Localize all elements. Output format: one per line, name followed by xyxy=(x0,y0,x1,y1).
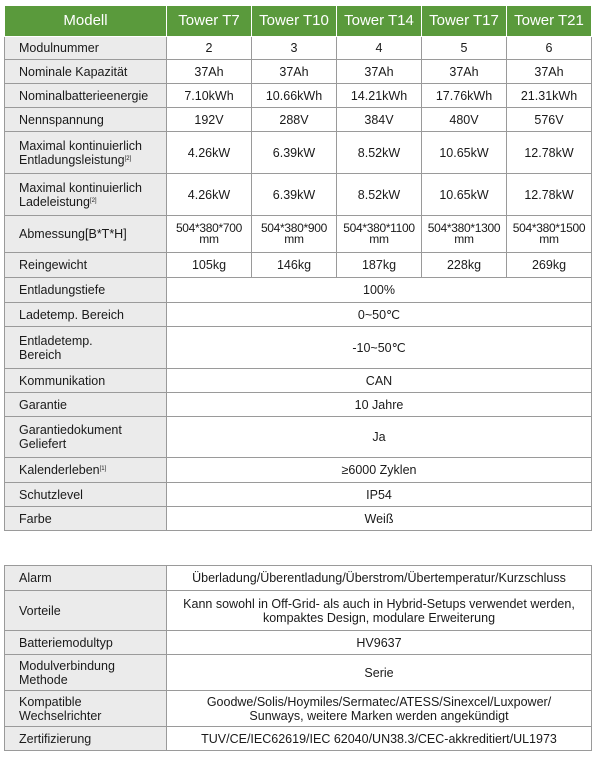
cell-value xyxy=(167,591,592,631)
row-label xyxy=(5,655,167,691)
row-label: Reingewicht xyxy=(5,253,167,278)
table-row xyxy=(5,727,592,751)
cell-value: 12.78kW xyxy=(507,132,592,174)
cell-value: 480V xyxy=(422,108,507,132)
cell-value: 10 Jahre xyxy=(167,393,592,417)
cell-value: 288V xyxy=(252,108,337,132)
row-label: Entladungstiefe xyxy=(5,278,167,303)
cell-value: 5 xyxy=(422,37,507,60)
cell-value: Serie xyxy=(167,655,592,691)
label-line: Entladungsleistung xyxy=(19,152,125,167)
row-label: Modulnummer xyxy=(5,37,167,60)
cell-value: 17.76kWh xyxy=(422,84,507,108)
cell-value: 2 xyxy=(167,37,252,60)
row-label: Batteriemodultyp xyxy=(5,631,167,655)
label-line: Methode xyxy=(19,672,68,687)
table-row xyxy=(5,591,592,631)
row-label xyxy=(5,691,167,727)
label-line: Ladeleistung xyxy=(19,194,90,209)
table-row xyxy=(5,84,592,108)
cell-value: 14.21kWh xyxy=(337,84,422,108)
header-tower-t21: Tower T21 xyxy=(507,6,592,37)
cell-value: 504*380*900 mm xyxy=(252,216,337,253)
row-label xyxy=(5,327,167,369)
table-row xyxy=(5,108,592,132)
cell-value: CAN xyxy=(167,369,592,393)
label-line: Maximal kontinuierlich xyxy=(19,180,142,195)
cell-value: 10.66kWh xyxy=(252,84,337,108)
table-row xyxy=(5,253,592,278)
header-tower-t14: Tower T14 xyxy=(337,6,422,37)
row-label: Farbe xyxy=(5,507,167,531)
footnote-ref: [2] xyxy=(89,197,97,204)
cell-value: 105kg xyxy=(167,253,252,278)
table-row xyxy=(5,60,592,84)
label-line: Modulverbindung xyxy=(19,658,115,673)
cell-value: 576V xyxy=(507,108,592,132)
row-label: Ladetemp. Bereich xyxy=(5,303,167,327)
row-label: Schutzlevel xyxy=(5,483,167,507)
cell-value: 3 xyxy=(252,37,337,60)
table-row xyxy=(5,369,592,393)
table-row xyxy=(5,393,592,417)
cell-value: HV9637 xyxy=(167,631,592,655)
header-tower-t7: Tower T7 xyxy=(167,6,252,37)
row-label: Nominale Kapazität xyxy=(5,60,167,84)
row-label xyxy=(5,174,167,216)
cell-value: 192V xyxy=(167,108,252,132)
cell-value: 8.52kW xyxy=(337,132,422,174)
row-label: Abmessung[B*T*H] xyxy=(5,216,167,253)
row-label: Zertifizierung xyxy=(5,727,167,751)
cell-value: 21.31kWh xyxy=(507,84,592,108)
label-line: Wechselrichter xyxy=(19,708,102,723)
table-row xyxy=(5,216,592,253)
cell-value: 269kg xyxy=(507,253,592,278)
header-tower-t17: Tower T17 xyxy=(422,6,507,37)
cell-value: 37Ah xyxy=(167,60,252,84)
cell-value: 4.26kW xyxy=(167,174,252,216)
cell-value: 504*380*700 mm xyxy=(167,216,252,253)
value-line: Goodwe/Solis/Hoymiles/Sermatec/ATESS/Sinexcel/Luxpower/ xyxy=(206,694,552,709)
cell-value: -10~50℃ xyxy=(167,327,592,369)
table-row xyxy=(5,458,592,483)
cell-value: 12.78kW xyxy=(507,174,592,216)
value-line: Kann sowohl in Off-Grid- als auch in Hybrid-Setups verwendet werden, xyxy=(183,596,575,611)
cell-value: 37Ah xyxy=(507,60,592,84)
row-label xyxy=(5,417,167,458)
cell-value: 4.26kW xyxy=(167,132,252,174)
header-row xyxy=(5,6,592,37)
table-row xyxy=(5,37,592,60)
row-label xyxy=(5,132,167,174)
cell-value: 384V xyxy=(337,108,422,132)
table-row xyxy=(5,303,592,327)
cell-value: Weiß xyxy=(167,507,592,531)
additional-info-table xyxy=(4,565,592,751)
header-tower-t10: Tower T10 xyxy=(252,6,337,37)
row-label: Nennspannung xyxy=(5,108,167,132)
value-line: kompaktes Design, modulare Erweiterung xyxy=(262,610,496,625)
table-row xyxy=(5,691,592,727)
cell-value: 228kg xyxy=(422,253,507,278)
label-text: Kalenderleben xyxy=(19,463,100,477)
cell-value: 504*380*1500 mm xyxy=(507,216,592,253)
header-modell: Modell xyxy=(5,6,167,37)
cell-value: 10.65kW xyxy=(422,132,507,174)
value-line: Sunways, weitere Marken werden angekündigt xyxy=(249,708,509,723)
cell-value: 6.39kW xyxy=(252,132,337,174)
table-row xyxy=(5,327,592,369)
cell-value: 504*380*1300 mm xyxy=(422,216,507,253)
label-line: Entladetemp. xyxy=(19,333,93,348)
cell-value: 4 xyxy=(337,37,422,60)
cell-value: 146kg xyxy=(252,253,337,278)
cell-value: 8.52kW xyxy=(337,174,422,216)
footnote-ref: [1] xyxy=(99,466,107,472)
cell-value: 100% xyxy=(167,278,592,303)
label-line: Bereich xyxy=(19,347,62,362)
label-line: Kompatible xyxy=(19,694,82,709)
cell-value: ≥6000 Zyklen xyxy=(167,458,592,483)
cell-value: 6.39kW xyxy=(252,174,337,216)
cell-value: 187kg xyxy=(337,253,422,278)
cell-value xyxy=(167,691,592,727)
label-line: Maximal kontinuierlich xyxy=(19,138,142,153)
table-row xyxy=(5,655,592,691)
row-label xyxy=(5,458,167,483)
label-line: Garantiedokument xyxy=(19,423,122,437)
row-label: Garantie xyxy=(5,393,167,417)
table-row xyxy=(5,566,592,591)
row-label: Kommunikation xyxy=(5,369,167,393)
row-label: Vorteile xyxy=(5,591,167,631)
row-label: Nominalbatterieenergie xyxy=(5,84,167,108)
cell-value: 37Ah xyxy=(337,60,422,84)
cell-value: TUV/CE/IEC62619/IEC 62040/UN38.3/CEC-akkreditiert/UL1973 xyxy=(167,727,592,751)
cell-value: 6 xyxy=(507,37,592,60)
cell-value: Überladung/Überentladung/Überstrom/Übertemperatur/Kurzschluss xyxy=(167,566,592,591)
cell-value: 504*380*1100 mm xyxy=(337,216,422,253)
table-row xyxy=(5,483,592,507)
label-line: Geliefert xyxy=(19,437,67,451)
cell-value: 10.65kW xyxy=(422,174,507,216)
cell-value: 37Ah xyxy=(422,60,507,84)
specification-table xyxy=(4,5,592,531)
table-row xyxy=(5,278,592,303)
table-row xyxy=(5,132,592,174)
cell-value: IP54 xyxy=(167,483,592,507)
table-row xyxy=(5,417,592,458)
row-label: Alarm xyxy=(5,566,167,591)
footnote-ref: [2] xyxy=(124,155,132,162)
table-row xyxy=(5,507,592,531)
table-row xyxy=(5,174,592,216)
table-row xyxy=(5,631,592,655)
cell-value: 7.10kWh xyxy=(167,84,252,108)
cell-value: 37Ah xyxy=(252,60,337,84)
cell-value: Ja xyxy=(167,417,592,458)
cell-value: 0~50℃ xyxy=(167,303,592,327)
